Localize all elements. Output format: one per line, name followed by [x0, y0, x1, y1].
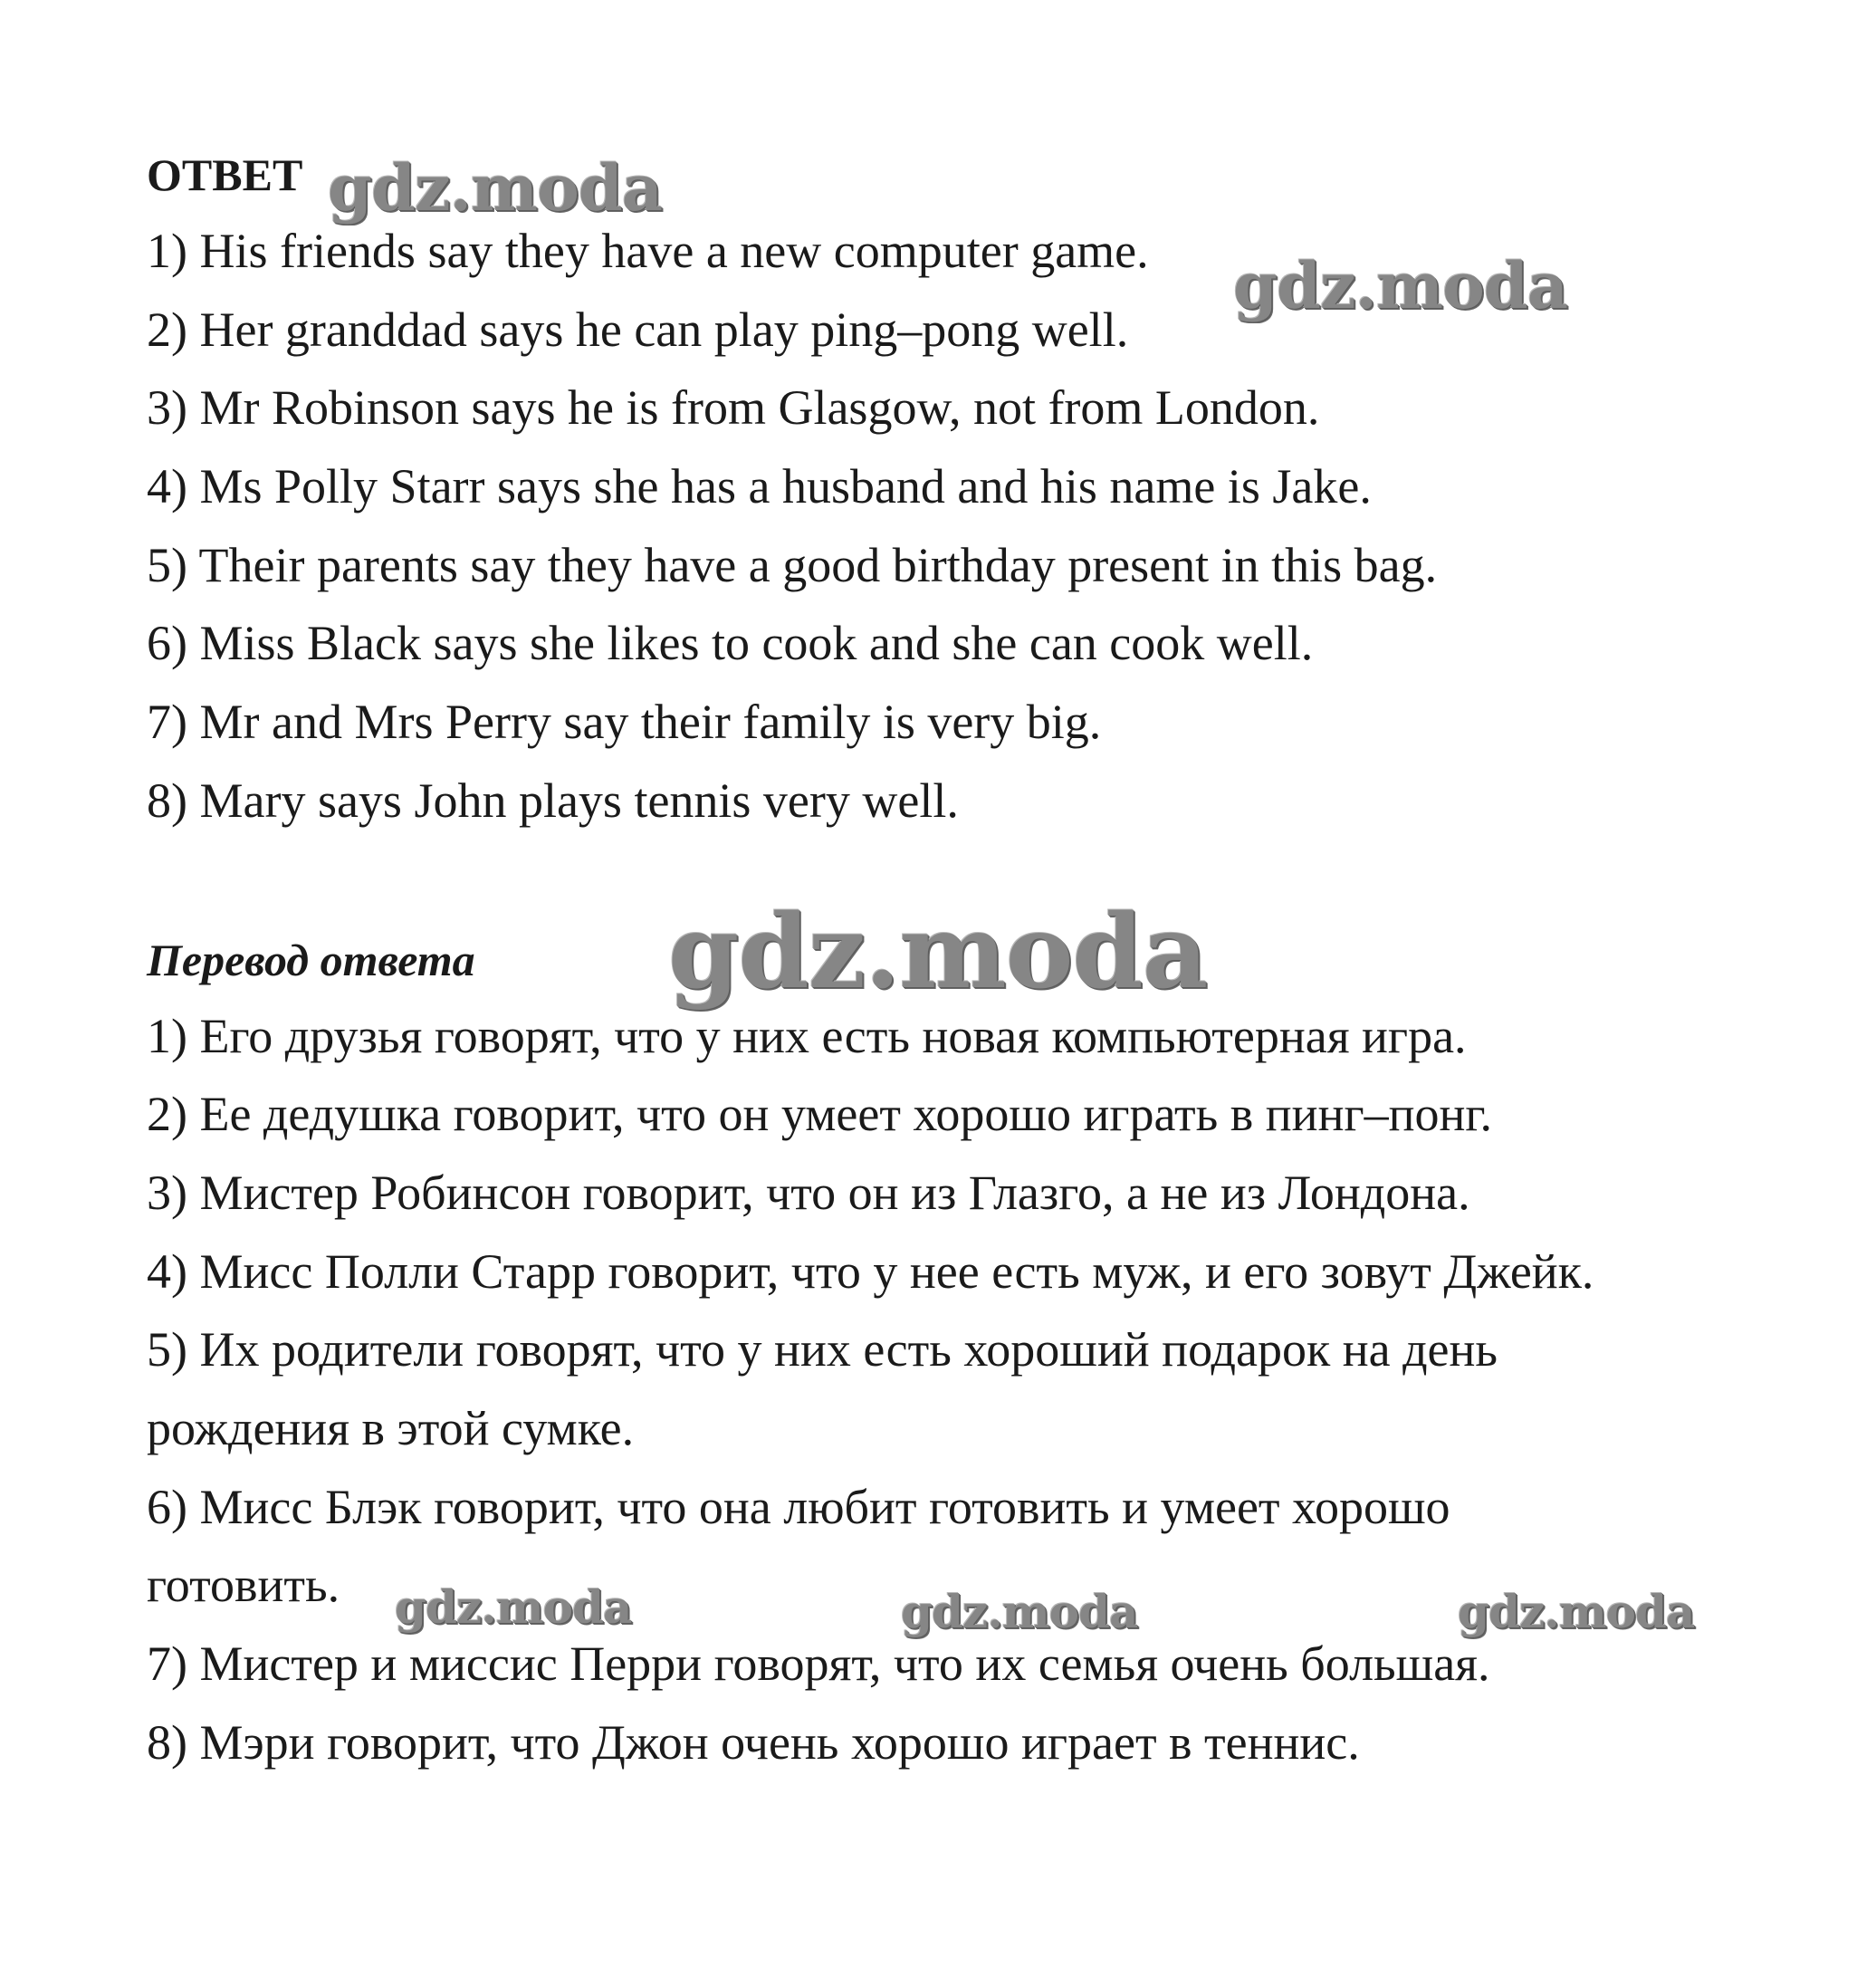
answer-line-8: 8) Mary says John plays tennis very well. [147, 773, 959, 828]
watermark: gdz.moda [328, 150, 663, 226]
translation-line-6a: 6) Мисс Блэк говорит, что она любит готовить и умеет хорошо [147, 1480, 1450, 1534]
translation-line-7: 7) Мистер и миссис Перри говорят, что их семья очень большая. [147, 1636, 1490, 1691]
translation-heading: Перевод ответа [147, 935, 475, 985]
translation-line-3: 3) Мистер Робинсон говорит, что он из Глазго, а не из Лондона. [147, 1166, 1470, 1220]
translation-line-5b: рождения в этой сумке. [147, 1401, 635, 1455]
translation-line-1: 1) Его друзья говорят, что у них есть новая компьютерная игра. [147, 1009, 1467, 1063]
watermark: gdz.moda [901, 1585, 1138, 1638]
translation-line-4: 4) Мисс Полли Старр говорит, что у нее есть муж, и его зовут Джейк. [147, 1244, 1594, 1299]
translation-line-5a: 5) Их родители говорят, что у них есть хороший подарок на день [147, 1322, 1498, 1377]
translation-line-6b: готовить. [147, 1558, 340, 1612]
answer-heading: ОТВЕТ [147, 149, 303, 200]
answer-line-1: 1) His friends say they have a new computer game. [147, 224, 1149, 278]
watermark: gdz.moda [395, 1580, 632, 1634]
answer-line-7: 7) Mr and Mrs Perry say their family is very big. [147, 695, 1102, 749]
watermark: gdz.moda [1233, 248, 1568, 323]
watermark: gdz.moda [1458, 1585, 1695, 1638]
translation-line-2: 2) Ее дедушка говорит, что он умеет хорошо играть в пинг–понг. [147, 1087, 1492, 1141]
answer-line-4: 4) Ms Polly Starr says she has a husband and his name is Jake. [147, 459, 1372, 513]
watermark: gdz.moda [668, 893, 1208, 1012]
answer-line-3: 3) Mr Robinson says he is from Glasgow, not from London. [147, 380, 1320, 435]
translation-line-8: 8) Мэри говорит, что Джон очень хорошо играет в теннис. [147, 1715, 1360, 1770]
answer-line-5: 5) Their parents say they have a good birthday present in this bag. [147, 538, 1438, 592]
answer-line-2: 2) Her granddad says he can play ping–pong well. [147, 302, 1129, 357]
answer-line-6: 6) Miss Black says she likes to cook and she can cook well. [147, 616, 1314, 670]
